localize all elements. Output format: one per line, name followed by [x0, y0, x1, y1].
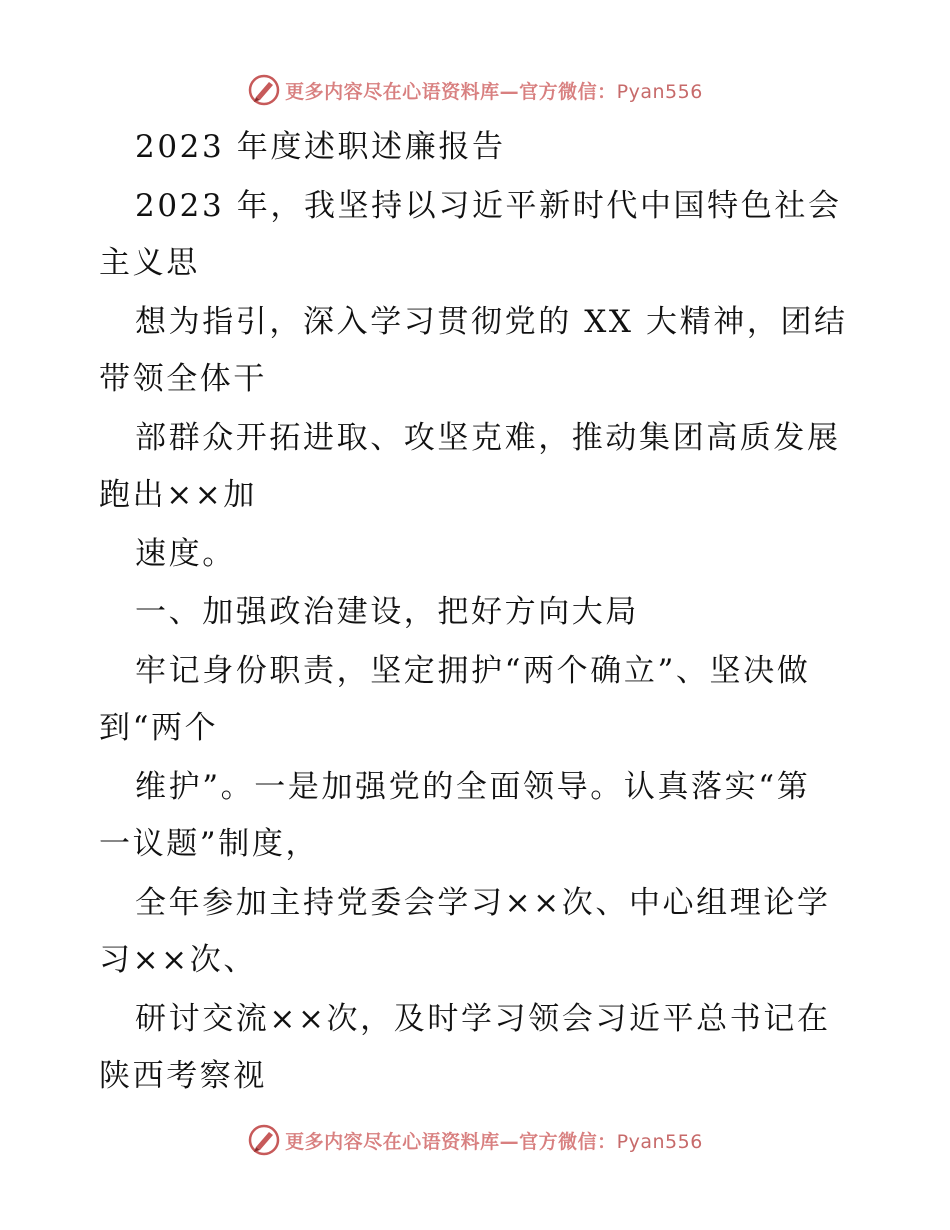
footer-banner-text: 更多内容尽在心语资料库—官方微信：Pyan556 [285, 1130, 703, 1153]
header-banner-text: 更多内容尽在心语资料库—官方微信：Pyan556 [285, 80, 703, 103]
paragraph-line: 想为指引，深入学习贯彻党的 XX 大精神，团结 [135, 304, 848, 340]
paragraph-line: 到“两个 [99, 710, 219, 746]
header-banner-handle: Pyan556 [616, 80, 703, 103]
footer-banner [0, 1120, 950, 1160]
paragraph-line: 维护”。一是加强党的全面领导。认真落实“第 [135, 769, 811, 805]
paragraph-line: 速度。 [135, 536, 236, 572]
paragraph-line: 研讨交流××次，及时学习领会习近平总书记在 [135, 1001, 831, 1037]
document-title: 2023 年度述职述廉报告 [135, 129, 506, 165]
paragraph-line: 习××次、 [99, 942, 257, 978]
paragraph-line: 2023 年，我坚持以习近平新时代中国特色社会 [135, 188, 842, 224]
paragraph-line: 主义思 [99, 245, 200, 281]
paragraph-line: 带领全体干 [99, 361, 267, 397]
pen-logo-icon [247, 1123, 281, 1157]
paragraph-line: 陕西考察视 [99, 1058, 267, 1094]
paragraph-line: 牢记身份职责，坚定拥护“两个确立”、坚决做 [135, 653, 811, 689]
paragraph-line: 全年参加主持党委会学习××次、中心组理论学 [135, 885, 831, 921]
paragraph-line: 部群众开拓进取、攻坚克难，推动集团高质发展 [135, 420, 841, 456]
paragraph-line: 跑出××加 [99, 477, 257, 513]
section-heading: 一、加强政治建设，把好方向大局 [135, 594, 639, 630]
footer-banner-handle: Pyan556 [616, 1130, 703, 1153]
paragraph-line: 一议题”制度， [99, 826, 320, 862]
